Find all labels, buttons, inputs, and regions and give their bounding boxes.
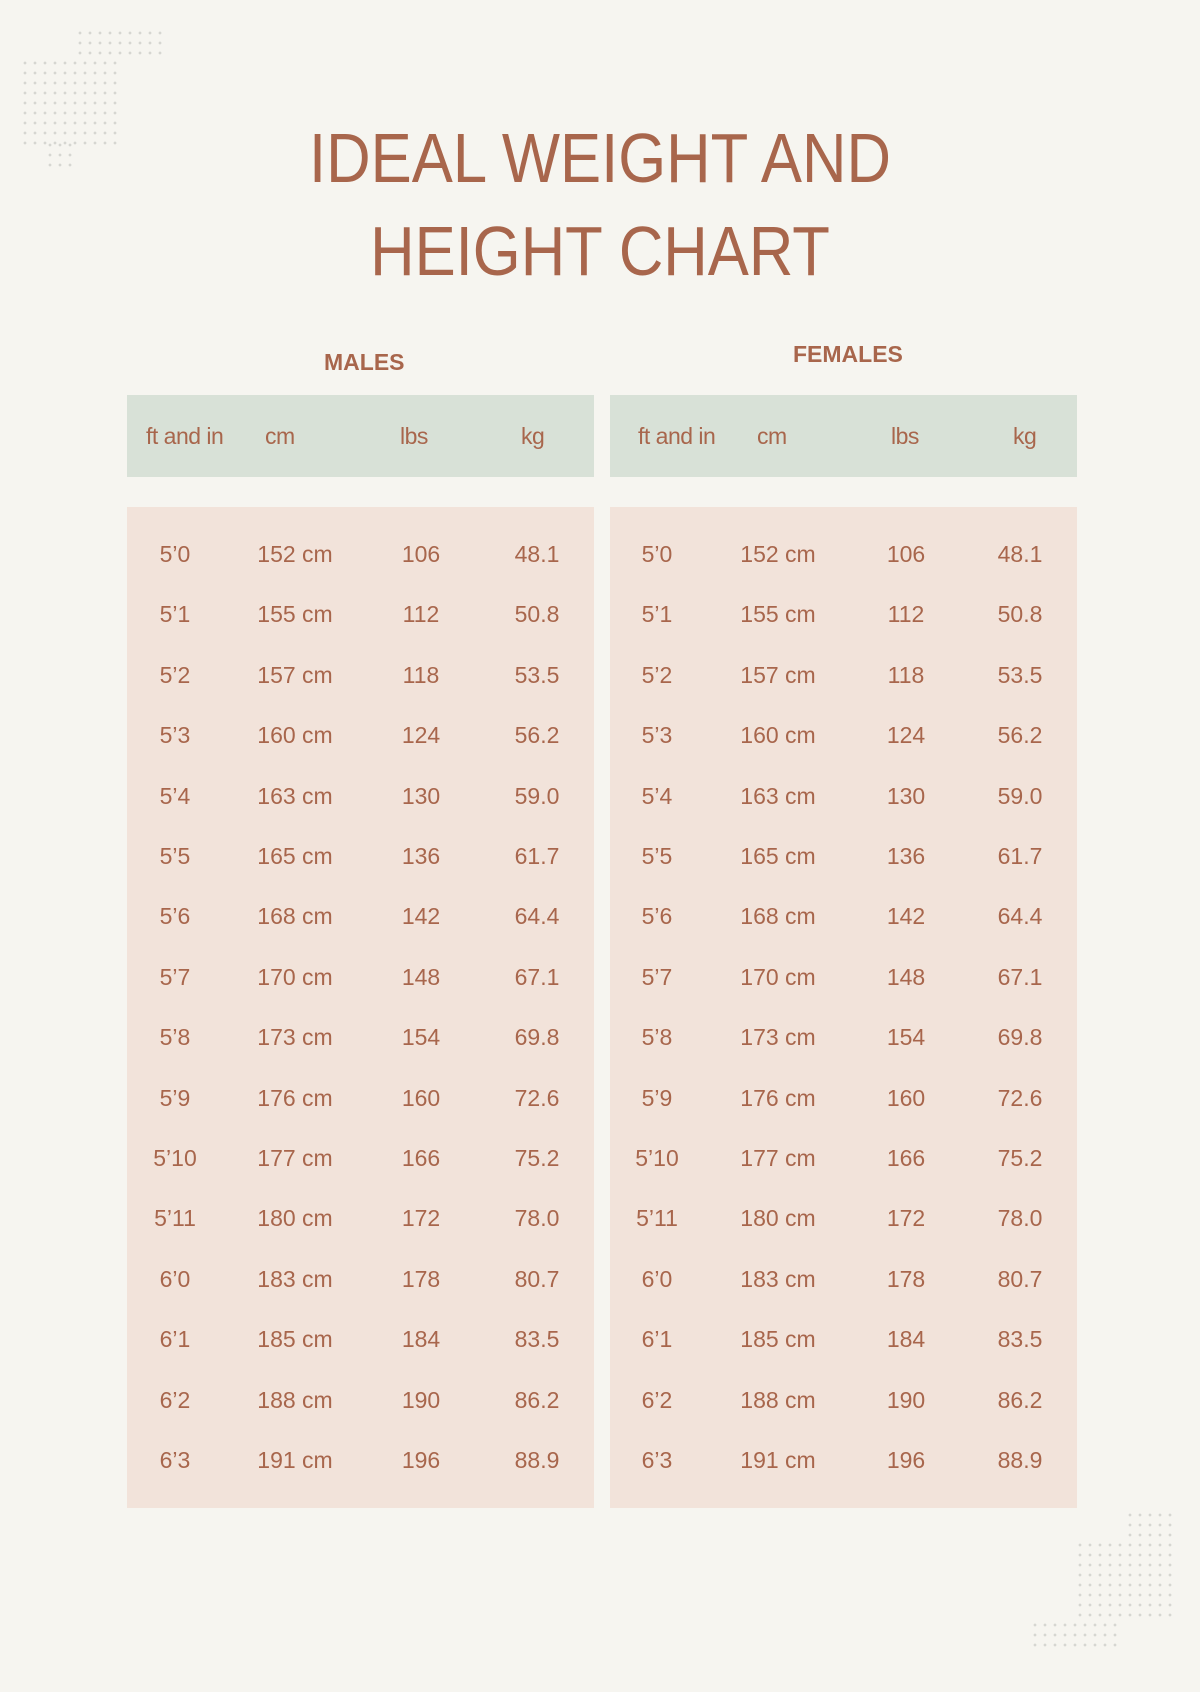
males-cell-kg: 83.5 [514,1326,560,1353]
page-title-line-1: IDEAL WEIGHT AND [309,119,891,197]
decorative-dots-top-left-3 [45,140,75,168]
females-cell-lbs: 184 [886,1326,926,1353]
females-cell-kg: 75.2 [997,1145,1043,1171]
females-cell-ft-in: 5’3 [641,722,673,749]
females-table-header [610,395,1077,477]
table-row [610,843,1077,873]
females-cell-kg: 80.7 [997,1265,1043,1292]
females-section-label: FEMALES [793,341,903,367]
males-cell-kg: 48.1 [514,541,560,567]
males-header-ft-in: ft and in [146,423,224,449]
females-cell-cm: 188 cm [740,1386,816,1413]
males-cell-kg: 72.6 [514,1084,560,1111]
females-cell-lbs: 118 [887,661,925,688]
males-cell-lbs: 130 [401,782,441,809]
females-cell-lbs: 190 [886,1386,926,1413]
females-cell-kg: 50.8 [997,601,1043,628]
females-cell-kg: 88.9 [997,1447,1043,1473]
table-row [610,1326,1077,1356]
males-cell-kg: 50.8 [514,601,560,628]
table-row [610,1145,1077,1175]
females-cell-lbs: 124 [886,722,926,749]
females-header-ft-in: ft and in [638,423,716,449]
males-cell-cm: 173 cm [257,1024,333,1051]
females-cell-lbs: 142 [886,903,926,930]
females-cell-ft-in: 5’0 [641,541,673,567]
table-row [127,601,594,631]
males-cell-kg: 88.9 [514,1447,560,1473]
table-row [610,662,1077,692]
males-cell-kg: 80.7 [514,1265,560,1292]
females-cell-ft-in: 5’7 [641,963,673,990]
table-row [127,662,594,692]
females-cell-kg: 78.0 [997,1205,1043,1232]
females-cell-kg: 72.6 [997,1084,1043,1111]
males-cell-cm: 160 cm [257,722,333,749]
table-row [127,1145,594,1175]
table-row [127,1205,594,1235]
decorative-dots-bottom-right-2 [1125,1510,1175,1540]
females-cell-cm: 170 cm [740,963,816,990]
females-cell-lbs: 130 [886,782,926,809]
table-row [610,1266,1077,1296]
males-cell-cm: 176 cm [257,1084,333,1111]
males-cell-lbs: 172 [401,1205,441,1232]
table-row [610,1447,1077,1477]
females-cell-lbs: 172 [886,1205,926,1232]
females-header-lbs: lbs [891,423,919,449]
males-cell-kg: 56.2 [514,722,560,749]
males-cell-kg: 78.0 [514,1205,560,1232]
females-cell-kg: 56.2 [997,722,1043,749]
males-cell-kg: 64.4 [514,903,560,930]
females-cell-cm: 176 cm [740,1084,816,1111]
females-cell-cm: 191 cm [740,1447,816,1473]
males-cell-cm: 183 cm [257,1265,333,1292]
females-cell-cm: 185 cm [740,1326,816,1353]
males-cell-lbs: 196 [401,1447,441,1473]
table-row [610,1085,1077,1115]
decorative-dots-bottom-right [1075,1540,1175,1620]
females-cell-ft-in: 6’3 [641,1447,673,1473]
females-cell-ft-in: 5’9 [641,1084,673,1111]
females-header-kg: kg [1013,423,1037,449]
females-cell-ft-in: 5’6 [641,903,673,930]
males-cell-lbs: 160 [401,1084,441,1111]
table-row [610,601,1077,631]
table-row [127,964,594,994]
females-cell-ft-in: 6’0 [641,1265,673,1292]
females-cell-ft-in: 6’2 [641,1386,673,1413]
males-cell-cm: 170 cm [257,963,333,990]
males-cell-cm: 188 cm [257,1386,333,1413]
females-cell-kg: 59.0 [997,782,1043,809]
females-cell-lbs: 148 [886,963,926,990]
males-cell-ft-in: 5’9 [159,1084,191,1111]
males-cell-lbs: 184 [401,1326,441,1353]
males-cell-ft-in: 6’2 [159,1386,191,1413]
females-cell-cm: 177 cm [740,1145,816,1171]
females-cell-kg: 64.4 [997,903,1043,930]
males-cell-ft-in: 5’7 [159,963,191,990]
males-cell-ft-in: 5’10 [153,1145,197,1171]
females-cell-ft-in: 5’2 [641,661,673,688]
males-cell-kg: 61.7 [514,843,560,869]
males-section-label: MALES [324,349,405,375]
males-cell-kg: 75.2 [514,1145,560,1171]
females-cell-cm: 157 cm [740,661,816,688]
females-cell-cm: 173 cm [740,1024,816,1051]
page-title-line-2: HEIGHT CHART [370,212,830,290]
males-cell-ft-in: 5’6 [159,903,191,930]
females-cell-kg: 69.8 [997,1024,1043,1051]
males-cell-ft-in: 5’3 [159,722,191,749]
males-cell-lbs: 106 [401,541,441,567]
females-cell-kg: 61.7 [997,843,1043,869]
males-cell-lbs: 124 [401,722,441,749]
table-row [127,1326,594,1356]
males-cell-lbs: 112 [402,601,440,628]
males-cell-ft-in: 5’5 [159,843,191,869]
males-cell-cm: 155 cm [257,601,333,628]
females-cell-ft-in: 5’5 [641,843,673,869]
males-cell-cm: 163 cm [257,782,333,809]
males-cell-lbs: 190 [401,1386,441,1413]
females-cell-lbs: 178 [886,1265,926,1292]
females-cell-ft-in: 5’1 [641,601,673,628]
table-row [127,1266,594,1296]
table-row [610,1205,1077,1235]
table-row [127,903,594,933]
females-cell-kg: 86.2 [997,1386,1043,1413]
females-cell-kg: 48.1 [997,541,1043,567]
females-cell-kg: 83.5 [997,1326,1043,1353]
males-table-body [127,507,594,1508]
males-cell-cm: 157 cm [257,661,333,688]
table-row [610,1024,1077,1054]
table-row [610,964,1077,994]
page-title [72,112,1128,298]
males-cell-cm: 168 cm [257,903,333,930]
males-cell-cm: 165 cm [257,843,333,869]
females-cell-ft-in: 5’8 [641,1024,673,1051]
females-cell-cm: 180 cm [740,1205,816,1232]
females-cell-cm: 155 cm [740,601,816,628]
males-cell-kg: 59.0 [514,782,560,809]
males-cell-ft-in: 5’0 [159,541,191,567]
table-row [127,1085,594,1115]
table-row [610,1387,1077,1417]
table-row [127,1447,594,1477]
table-row [610,783,1077,813]
females-cell-lbs: 196 [886,1447,926,1473]
females-header-cm: cm [757,423,787,449]
females-cell-lbs: 112 [887,601,925,628]
males-table-header [127,395,594,477]
females-cell-cm: 152 cm [740,541,816,567]
table-row [127,1387,594,1417]
decorative-dots-bottom-right-3 [1030,1620,1120,1650]
females-cell-lbs: 160 [886,1084,926,1111]
table-row [127,783,594,813]
table-row [610,541,1077,571]
males-cell-lbs: 166 [401,1145,441,1171]
males-cell-lbs: 142 [401,903,441,930]
table-row [127,843,594,873]
males-cell-kg: 86.2 [514,1386,560,1413]
females-cell-lbs: 106 [886,541,926,567]
males-cell-ft-in: 6’3 [159,1447,191,1473]
table-row [127,722,594,752]
males-cell-ft-in: 5’11 [154,1205,196,1232]
males-header-cm: cm [265,423,295,449]
females-cell-cm: 168 cm [740,903,816,930]
table-row [127,1024,594,1054]
males-header-kg: kg [521,423,545,449]
males-cell-cm: 152 cm [257,541,333,567]
females-cell-ft-in: 6’1 [641,1326,673,1353]
table-row [610,903,1077,933]
females-table-body [610,507,1077,1508]
table-row [127,541,594,571]
females-cell-ft-in: 5’10 [635,1145,679,1171]
females-cell-cm: 160 cm [740,722,816,749]
females-cell-lbs: 136 [886,843,926,869]
males-header-lbs: lbs [400,423,428,449]
males-cell-cm: 191 cm [257,1447,333,1473]
males-cell-kg: 69.8 [514,1024,560,1051]
males-cell-lbs: 148 [401,963,441,990]
males-cell-kg: 53.5 [514,661,560,688]
females-cell-cm: 165 cm [740,843,816,869]
females-cell-cm: 183 cm [740,1265,816,1292]
males-cell-lbs: 136 [401,843,441,869]
males-cell-ft-in: 6’0 [159,1265,191,1292]
females-cell-kg: 67.1 [997,963,1043,990]
males-cell-kg: 67.1 [514,963,560,990]
males-cell-cm: 185 cm [257,1326,333,1353]
males-cell-lbs: 118 [402,661,440,688]
decorative-dots-top-left-2 [75,28,165,58]
females-cell-lbs: 166 [886,1145,926,1171]
females-cell-lbs: 154 [886,1024,926,1051]
males-cell-lbs: 154 [401,1024,441,1051]
females-cell-ft-in: 5’4 [641,782,673,809]
males-cell-ft-in: 6’1 [159,1326,191,1353]
females-cell-cm: 163 cm [740,782,816,809]
males-cell-ft-in: 5’2 [159,661,191,688]
males-cell-lbs: 178 [401,1265,441,1292]
females-cell-ft-in: 5’11 [636,1205,678,1232]
males-cell-ft-in: 5’1 [159,601,191,628]
males-cell-cm: 180 cm [257,1205,333,1232]
females-cell-kg: 53.5 [997,661,1043,688]
males-cell-ft-in: 5’8 [159,1024,191,1051]
table-row [610,722,1077,752]
males-cell-ft-in: 5’4 [159,782,191,809]
males-cell-cm: 177 cm [257,1145,333,1171]
